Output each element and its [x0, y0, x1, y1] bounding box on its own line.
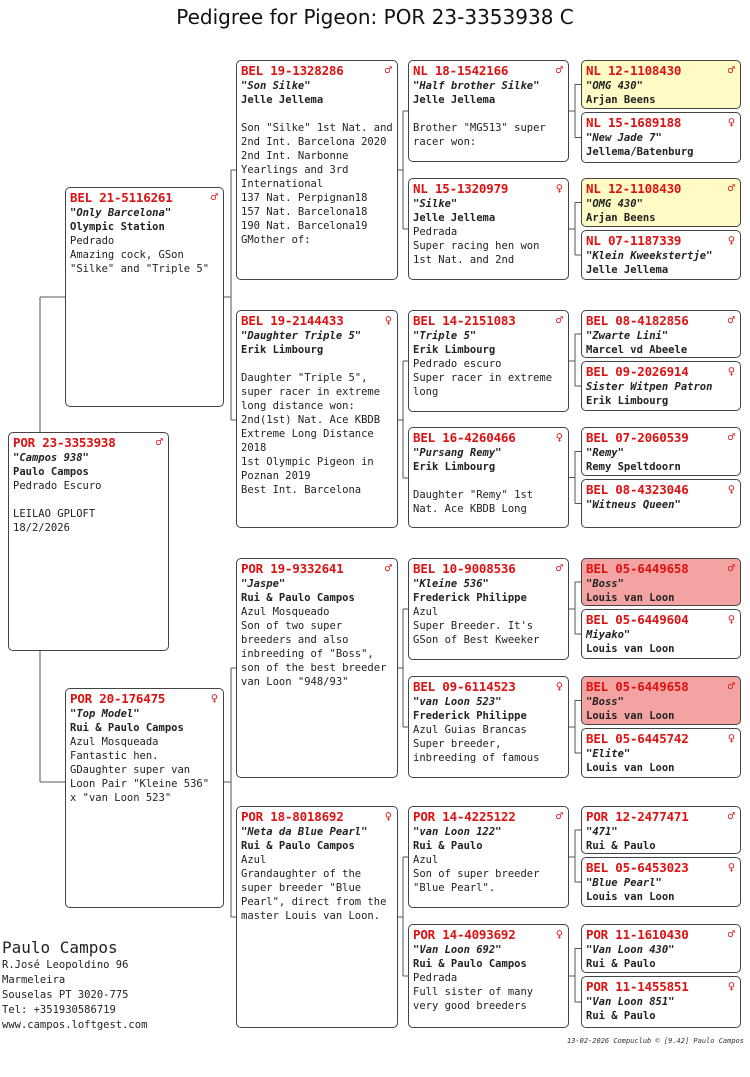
ring-number: POR 11-1455851	[586, 979, 689, 994]
male-symbol-icon: ♂	[727, 561, 735, 575]
great-great-grandparent-card	[581, 609, 741, 659]
male-symbol-icon: ♂	[727, 927, 735, 941]
pigeon-color: Azul	[413, 606, 439, 618]
owner-name: Erik Limbourg	[241, 344, 324, 356]
pigeon-name: "Van Loon 851"	[586, 996, 675, 1008]
great-grandparent-card	[408, 178, 569, 280]
male-symbol-icon: ♂	[210, 190, 218, 204]
sire-card	[65, 187, 224, 407]
ring-number: POR 20-176475	[70, 691, 166, 706]
great-great-grandparent-card	[581, 112, 741, 163]
female-symbol-icon: ♀	[384, 313, 392, 327]
subject-pigeon-card	[8, 432, 169, 651]
pigeon-remarks: LEILAO GPLOFT 18/2/2026	[13, 508, 96, 534]
pigeon-remarks: Super breeder, inbreeding of famous	[413, 738, 540, 764]
ring-number: BEL 05-6445742	[586, 731, 689, 746]
male-symbol-icon: ♂	[727, 430, 735, 444]
great-great-grandparent-card	[581, 924, 741, 973]
owner-name: Rui & Paulo Campos	[241, 592, 355, 604]
great-great-grandparent-card	[581, 806, 741, 854]
male-symbol-icon: ♂	[727, 63, 735, 77]
breeder-address-line: Souselas PT 3020-775	[2, 989, 129, 1001]
pigeon-remarks: Super racer in extreme long	[413, 372, 553, 398]
great-great-grandparent-card	[581, 230, 741, 280]
pigeon-remarks: Fantastic hen. GDaughter super van Loon Pair "Kleine 536" x "van Loon 523"	[70, 750, 210, 804]
pigeon-name: "Klein Kweekstertje"	[586, 250, 713, 262]
ring-number: BEL 19-1328286	[241, 63, 344, 78]
owner-name: Arjan Beens	[586, 94, 656, 106]
great-great-grandparent-card	[581, 60, 741, 109]
pigeon-name: "Jaspe"	[241, 578, 286, 590]
pigeon-name: "Daughter Triple 5"	[241, 330, 362, 342]
breeder-address-line: R.José Leopoldino 96	[2, 959, 129, 971]
female-symbol-icon: ♀	[384, 809, 392, 823]
great-great-grandparent-card	[581, 310, 741, 358]
pigeon-color: Azul	[241, 854, 267, 866]
male-symbol-icon: ♂	[384, 561, 392, 575]
pigeon-name: "Elite"	[586, 748, 631, 760]
ring-number: NL 18-1542166	[413, 63, 509, 78]
pigeon-name: "Only Barcelona"	[70, 207, 172, 219]
great-great-grandparent-card	[581, 857, 741, 907]
female-symbol-icon: ♀	[555, 181, 563, 195]
male-symbol-icon: ♂	[555, 809, 563, 823]
pigeon-remarks: Full sister of many very good breeders	[413, 986, 534, 1012]
owner-name: Erik Limbourg	[413, 344, 496, 356]
owner-name: Erik Limbourg	[413, 461, 496, 473]
pigeon-name: "Witneus Queen"	[586, 499, 681, 511]
pigeon-name: "471"	[586, 826, 618, 838]
owner-name: Louis van Loon	[586, 643, 675, 655]
female-symbol-icon: ♀	[727, 979, 735, 993]
ring-number: POR 14-4093692	[413, 927, 516, 942]
male-symbol-icon: ♂	[727, 181, 735, 195]
male-symbol-icon: ♂	[727, 679, 735, 693]
ring-number: BEL 05-6449658	[586, 679, 689, 694]
grandparent-card	[236, 558, 398, 778]
spacer	[241, 357, 393, 371]
male-symbol-icon: ♂	[384, 63, 392, 77]
female-symbol-icon: ♀	[727, 364, 735, 378]
owner-name: Jelle Jellema	[586, 264, 669, 276]
pigeon-remarks: Son "Silke" 1st Nat. and 2nd Int. Barcelona 2020 2nd Int. Narbonne Yearlings and 3rd International 137 Nat. Perpignan18 157 Nat. Barcelona18 190 Nat. Barcelona19 GMother of:	[241, 122, 393, 246]
pigeon-name: "Silke"	[413, 198, 458, 210]
ring-number: BEL 08-4182856	[586, 313, 689, 328]
pigeon-name: "Boss"	[586, 578, 624, 590]
pigeon-name: Miyako"	[586, 629, 631, 641]
great-grandparent-card	[408, 310, 569, 412]
male-symbol-icon: ♂	[727, 809, 735, 823]
female-symbol-icon: ♀	[727, 860, 735, 874]
ring-number: BEL 05-6453023	[586, 860, 689, 875]
great-grandparent-card	[408, 924, 569, 1028]
ring-number: BEL 14-2151083	[413, 313, 516, 328]
male-symbol-icon: ♂	[555, 63, 563, 77]
great-grandparent-card	[408, 60, 569, 162]
female-symbol-icon: ♀	[727, 612, 735, 626]
pigeon-remarks: Daughter "Remy" 1st Nat. Ace KBDB Long	[413, 489, 534, 515]
pigeon-color: Azul Mosqueada	[70, 736, 159, 748]
ring-number: BEL 16-4260466	[413, 430, 516, 445]
owner-name: Frederick Philippe	[413, 710, 527, 722]
pigeon-color: Pedrado escuro	[413, 358, 502, 370]
female-symbol-icon: ♀	[727, 233, 735, 247]
pigeon-name: "OMG 430"	[586, 198, 643, 210]
owner-name: Marcel vd Abeele	[586, 344, 688, 356]
owner-name: Jelle Jellema	[413, 94, 496, 106]
pigeon-name: "Neta da Blue Pearl"	[241, 826, 368, 838]
pigeon-name: "Blue Pearl"	[586, 877, 662, 889]
pigeon-name: "Pursang Remy"	[413, 447, 502, 459]
female-symbol-icon: ♀	[210, 691, 218, 705]
pigeon-remarks: Daughter "Triple 5", super racer in extreme long distance won: 2nd(1st) Nat. Ace KBDB Extreme Long Distance 2018 1st Olympic Pigeon in Poznan 2019 Best Int. Barcelona	[241, 372, 381, 496]
owner-name: Arjan Beens	[586, 212, 656, 224]
ring-number: POR 19-9332641	[241, 561, 344, 576]
grandparent-card	[236, 60, 398, 280]
pigeon-name: "van Loon 523"	[413, 696, 502, 708]
spacer	[241, 107, 393, 121]
female-symbol-icon: ♀	[555, 679, 563, 693]
breeder-address-line: Marmeleira	[2, 974, 66, 986]
ring-number: BEL 05-6449658	[586, 561, 689, 576]
pigeon-name: "Son Silke"	[241, 80, 311, 92]
ring-number: NL 12-1108430	[586, 181, 682, 196]
ring-number: BEL 08-4323046	[586, 482, 689, 497]
great-great-grandparent-card	[581, 976, 741, 1028]
owner-name: Erik Limbourg	[586, 395, 669, 407]
pigeon-name: "OMG 430"	[586, 80, 643, 92]
owner-name: Louis van Loon	[586, 592, 675, 604]
ring-number: BEL 09-2026914	[586, 364, 689, 379]
ring-number: BEL 21-5116261	[70, 190, 173, 205]
ring-number: NL 12-1108430	[586, 63, 682, 78]
pigeon-name: "Van Loon 692"	[413, 944, 502, 956]
great-great-grandparent-card	[581, 427, 741, 476]
ring-number: NL 07-1187339	[586, 233, 682, 248]
owner-name: Paulo Campos	[13, 466, 89, 478]
breeder-website: www.campos.loftgest.com	[2, 1019, 148, 1031]
ring-number: BEL 09-6114523	[413, 679, 516, 694]
owner-name: Jellema/Batenburg	[586, 146, 694, 158]
owner-name: Frederick Philippe	[413, 592, 527, 604]
female-symbol-icon: ♀	[555, 927, 563, 941]
pigeon-name: "Van Loon 430"	[586, 944, 675, 956]
owner-name: Rui & Paulo Campos	[241, 840, 355, 852]
ring-number: POR 18-8018692	[241, 809, 344, 824]
pigeon-remarks: Son of super breeder "Blue Pearl".	[413, 868, 540, 894]
grandparent-card	[236, 310, 398, 528]
great-grandparent-card	[408, 806, 569, 908]
pigeon-color: Pedrada	[413, 972, 458, 984]
page-title: Pedigree for Pigeon: POR 23-3353938 C	[176, 5, 574, 29]
pigeon-name: "Kleine 536"	[413, 578, 489, 590]
pigeon-name: "Boss"	[586, 696, 624, 708]
owner-name: Olympic Station	[70, 221, 165, 233]
ring-number: POR 11-1610430	[586, 927, 689, 942]
pigeon-name: "Zwarte Lini"	[586, 330, 669, 342]
pigeon-remarks: Grandaughter of the super breeder "Blue Pearl", direct from the master Louis van Loon.	[241, 868, 387, 922]
pigeon-remarks: Brother "MG513" super racer won:	[413, 122, 546, 148]
pigeon-name: Sister Witpen Patron	[586, 381, 713, 393]
owner-name: Rui & Paulo	[586, 958, 656, 970]
great-grandparent-card	[408, 427, 569, 528]
female-symbol-icon: ♀	[727, 731, 735, 745]
pigeon-name: "Remy"	[586, 447, 624, 459]
grandparent-card	[236, 806, 398, 1028]
ring-number: BEL 05-6449604	[586, 612, 689, 627]
pigeon-color: Pedrada	[413, 226, 458, 238]
ring-number: POR 23-3353938	[13, 435, 116, 450]
pigeon-color: Pedrado Escuro	[13, 480, 102, 492]
ring-number: POR 12-2477471	[586, 809, 689, 824]
great-great-grandparent-card	[581, 361, 741, 411]
great-grandparent-card	[408, 676, 569, 778]
pigeon-color: Azul Mosqueado	[241, 606, 330, 618]
owner-name: Rui & Paulo	[586, 1010, 656, 1022]
male-symbol-icon: ♂	[555, 561, 563, 575]
ring-number: POR 14-4225122	[413, 809, 516, 824]
female-symbol-icon: ♀	[555, 430, 563, 444]
pigeon-remarks: Super Breeder. It's GSon of Best Kweeker	[413, 620, 540, 646]
owner-name: Jelle Jellema	[413, 212, 496, 224]
pigeon-name: "Half brother Silke"	[413, 80, 540, 92]
ring-number: BEL 19-2144433	[241, 313, 344, 328]
great-great-grandparent-card	[581, 178, 741, 227]
pigeon-color: Azul	[413, 854, 439, 866]
ring-number: BEL 07-2060539	[586, 430, 689, 445]
female-symbol-icon: ♀	[727, 115, 735, 129]
great-great-grandparent-card	[581, 676, 741, 725]
male-symbol-icon: ♂	[727, 313, 735, 327]
dam-card	[65, 688, 224, 908]
male-symbol-icon: ♂	[155, 435, 163, 449]
pigeon-name: "Campos 938"	[13, 452, 89, 464]
great-great-grandparent-card	[581, 479, 741, 528]
breeder-contact	[2, 938, 147, 1033]
owner-name: Remy Speltdoorn	[586, 461, 681, 473]
owner-name: Jelle Jellema	[241, 94, 324, 106]
spacer	[413, 474, 564, 488]
great-great-grandparent-card	[581, 558, 741, 606]
pigeon-name: "van Loon 122"	[413, 826, 502, 838]
great-grandparent-card	[408, 558, 569, 660]
pigeon-color: Pedrado	[70, 235, 115, 247]
pigeon-name: "New Jade 7"	[586, 132, 662, 144]
owner-name: Louis van Loon	[586, 891, 675, 903]
spacer	[13, 493, 164, 507]
pigeon-remarks: Super racing hen won 1st Nat. and 2nd	[413, 240, 540, 266]
pigeon-remarks: Amazing cock, GSon "Silke" and "Triple 5"	[70, 249, 210, 275]
owner-name: Rui & Paulo Campos	[413, 958, 527, 970]
ring-number: BEL 10-9008536	[413, 561, 516, 576]
breeder-name: Paulo Campos	[2, 938, 118, 957]
pigeon-color: Azul Guias Brancas	[413, 724, 527, 736]
female-symbol-icon: ♀	[727, 482, 735, 496]
breeder-phone: Tel: +351930586719	[2, 1004, 116, 1016]
spacer	[413, 107, 564, 121]
great-great-grandparent-card	[581, 728, 741, 778]
pigeon-name: "Top Model"	[70, 708, 140, 720]
pigeon-name: "Triple 5"	[413, 330, 477, 342]
male-symbol-icon: ♂	[555, 313, 563, 327]
owner-name: Louis van Loon	[586, 762, 675, 774]
owner-name: Rui & Paulo	[586, 840, 656, 852]
software-credit: 13-02-2026 Compuclub © [9.42] Paulo Campos	[566, 1037, 744, 1045]
owner-name: Louis van Loon	[586, 710, 675, 722]
owner-name: Rui & Paulo Campos	[70, 722, 184, 734]
owner-name: Rui & Paulo	[413, 840, 483, 852]
ring-number: NL 15-1689188	[586, 115, 682, 130]
ring-number: NL 15-1320979	[413, 181, 509, 196]
pigeon-remarks: Son of two super breeders and also inbreeding of "Boss", son of the best breeder van Loon "948/93"	[241, 620, 387, 688]
